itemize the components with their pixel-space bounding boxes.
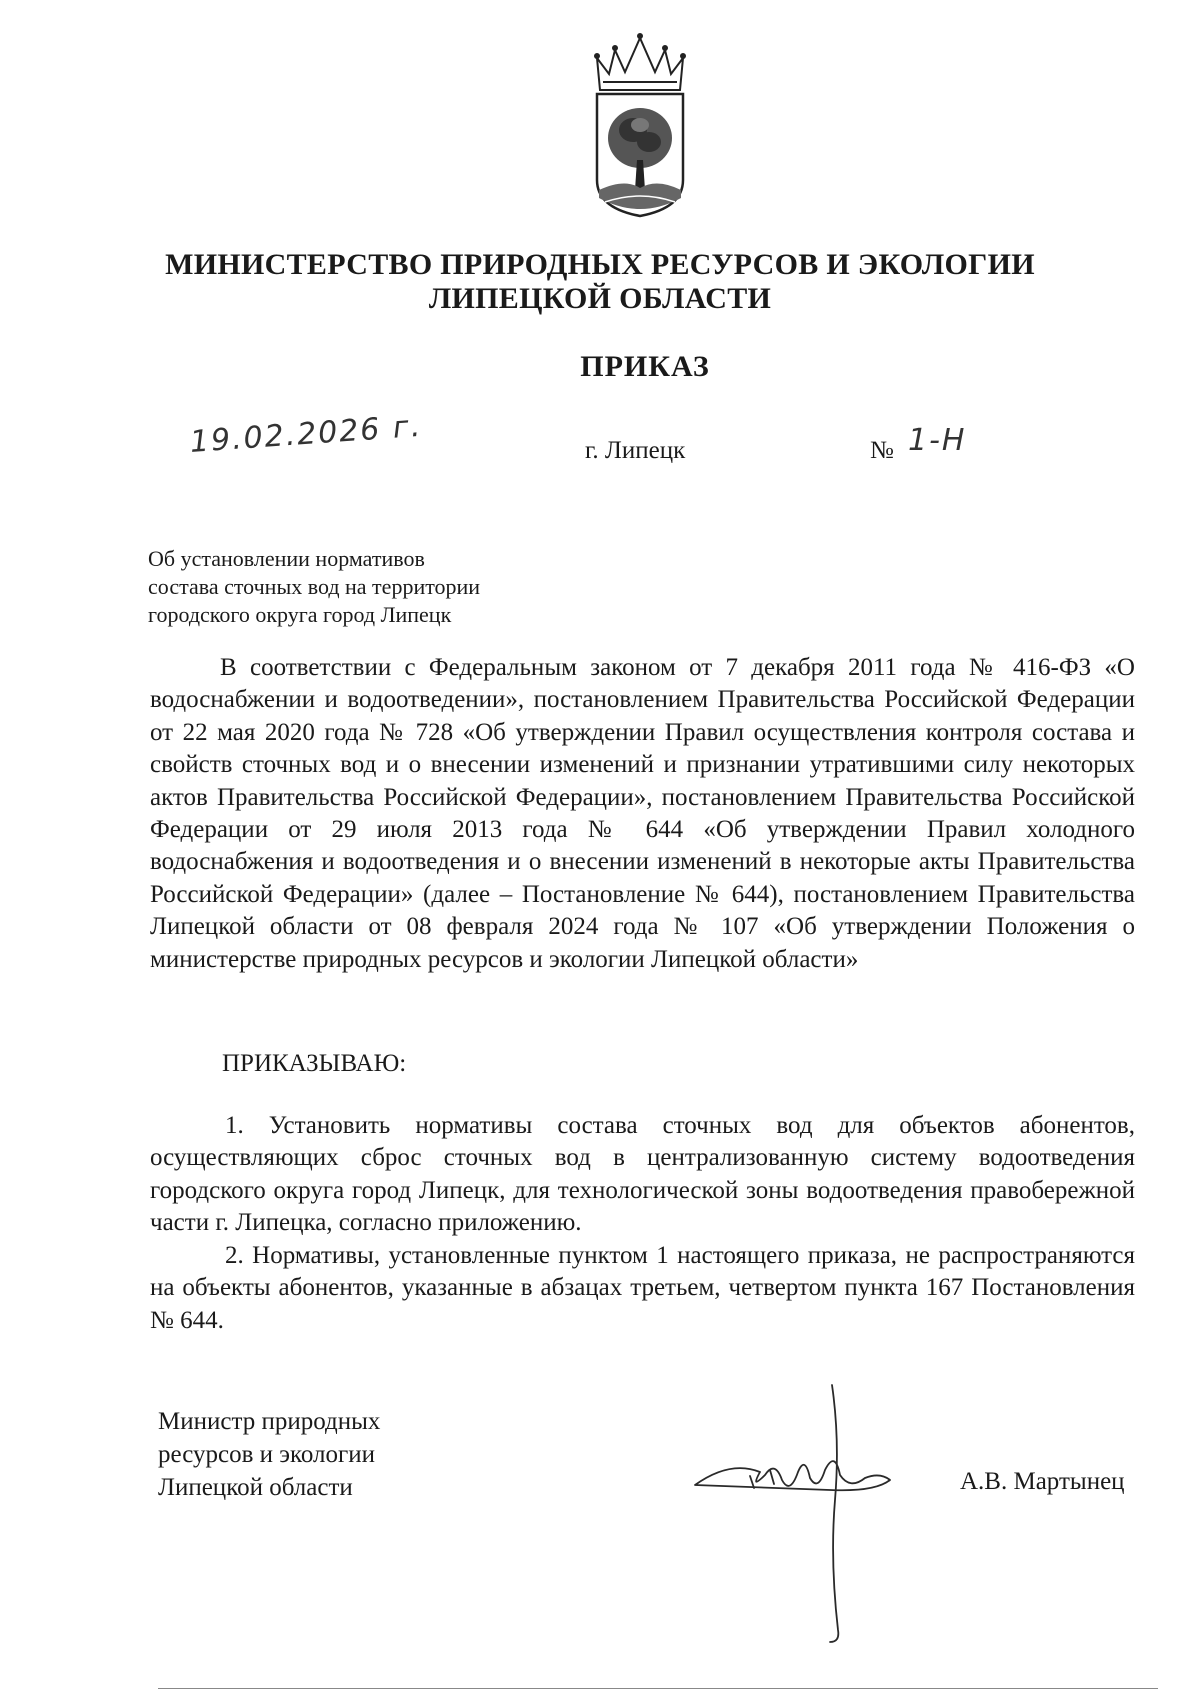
subject-line: состава сточных вод на территории xyxy=(148,574,481,599)
subject-line: городского округа город Липецк xyxy=(148,602,452,627)
ministry-name-line2: ЛИПЕЦКОЙ ОБЛАСТИ xyxy=(428,282,772,315)
footer-divider xyxy=(158,1688,1158,1689)
order-item-1: 1. Установить нормативы состава сточных вод для объектов абонентов, осуществляющих сброс сточных вод в централизованную систему водоотведения городского округа город Липецк, для технологической зоны водоотведения правобережной части г. Липецка, согласно приложению. xyxy=(150,1112,1135,1237)
lipetsk-coat-of-arms-icon xyxy=(585,30,695,220)
ministry-name xyxy=(0,248,1200,316)
signer-title-line: Липецкой области xyxy=(158,1474,353,1501)
handwritten-date: 19.02.2026 г. xyxy=(188,408,424,460)
number-label: № xyxy=(870,437,894,464)
signer-title-line: ресурсов и экологии xyxy=(158,1441,376,1468)
subject-line: Об установлении нормативов xyxy=(148,546,425,571)
handwritten-signature-icon xyxy=(690,1380,900,1650)
ministry-name-line1: МИНИСТЕРСТВО ПРИРОДНЫХ РЕСУРСОВ И ЭКОЛОГИИ xyxy=(165,248,1035,281)
order-item-2: 2. Нормативы, установленные пунктом 1 настоящего приказа, не распространяются на объекты абонентов, указанные в абзацах третьем, четвертом пункта 167 Постановления № 644. xyxy=(150,1242,1135,1334)
city-label: г. Липецк xyxy=(585,437,686,464)
signer-title xyxy=(158,1405,380,1504)
signer-title-line: Министр природных xyxy=(158,1408,381,1435)
signer-name: А.В. Мартынец xyxy=(960,1468,1125,1495)
handwritten-number: 1-Н xyxy=(908,423,967,458)
order-keyword: ПРИКАЗЫВАЮ: xyxy=(222,1050,407,1077)
preamble-paragraph: В соответствии с Федеральным законом от 7 декабря 2011 года № 416-ФЗ «О водоснабжении и водоотведении», постановлением Правительства Российской Федерации от 22 мая 2020 года № 728 «Об утверждении Правил осуществления контроля состава и свойств сточных вод и о внесении изменений и признании утратившими силу некоторых актов Правительства Российской Федерации», постановлением Правительства Российской Федерации от 29 июля 2013 года № 644 «Об утверждении Правил холодного водоснабжения и водоотведения и о внесении изменений в некоторые акты Правительства Российской Федерации» (далее – Постановление № 644), постановлением Правительства Липецкой области от 08 февраля 2024 года № 107 «Об утверждении Положения о министерстве природных ресурсов и экологии Липецкой области» xyxy=(150,654,1135,973)
document-type-title: ПРИКАЗ xyxy=(580,350,710,383)
order-subject xyxy=(148,545,480,629)
